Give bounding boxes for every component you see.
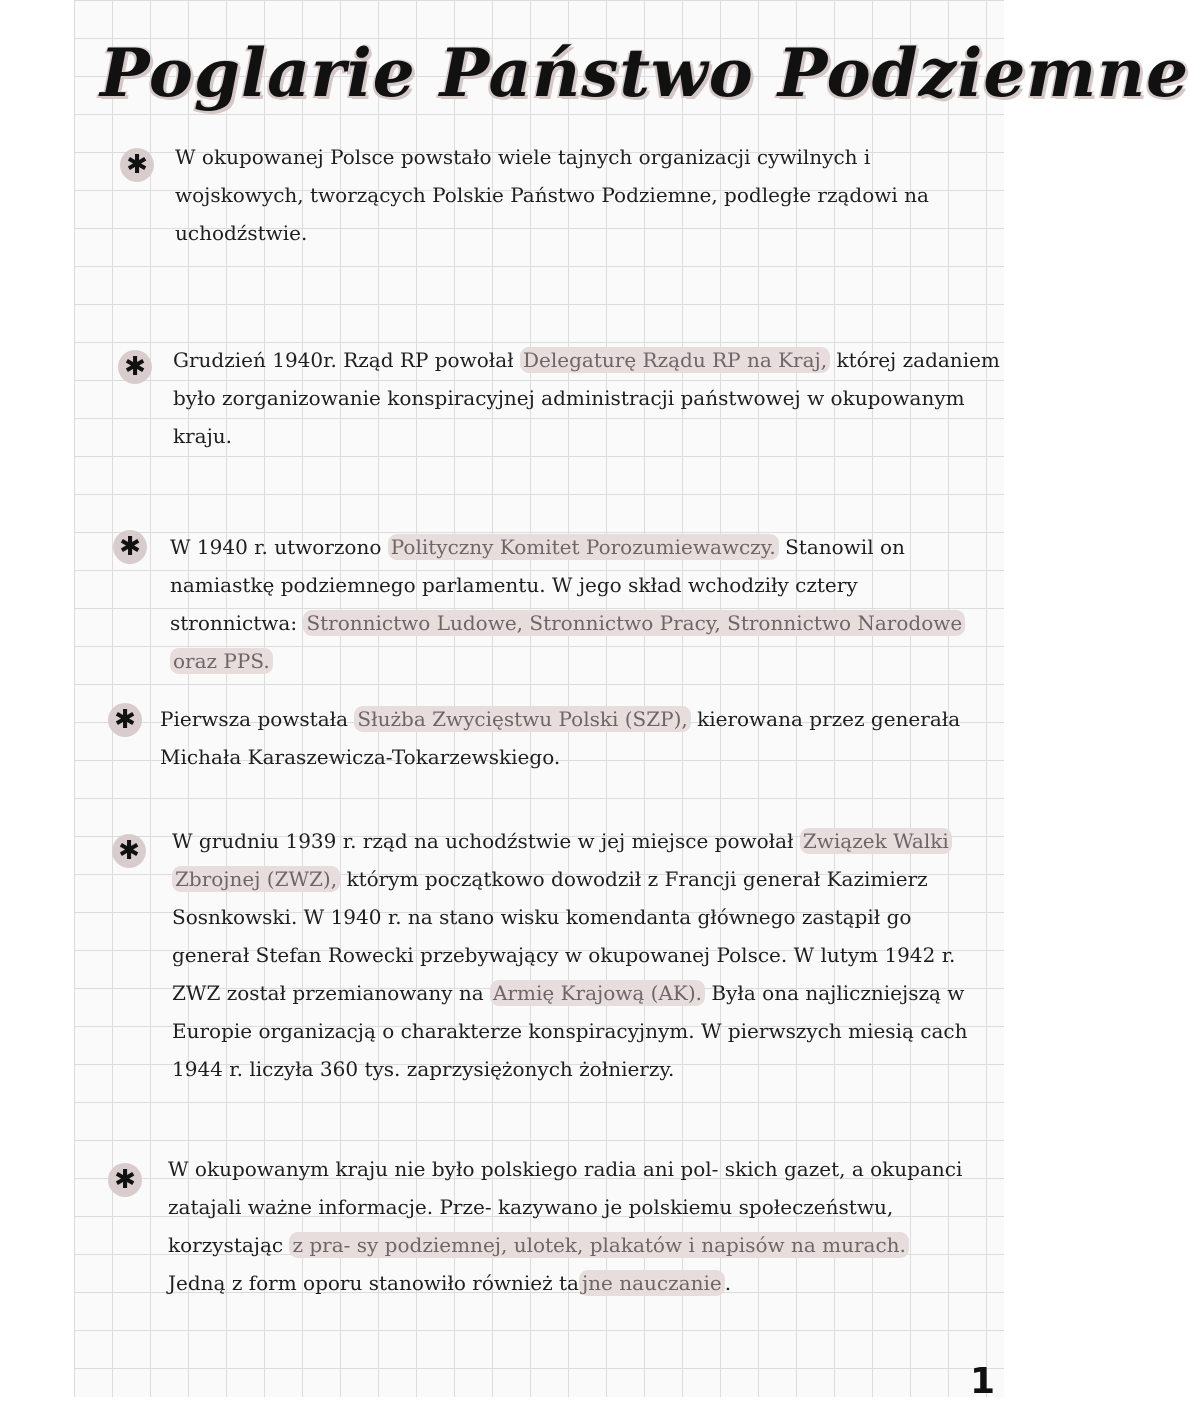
highlight: Polityczny Komitet Porozumiewawczy. [388,534,779,560]
note-text: Grudzień 1940r. Rząd RP powołał Delegaturę Rządu RP na Kraj, której zadaniem było zorganizowanie konspiracyjnej administracji państwowej w okupowanym kraju. [173,348,1000,448]
asterisk-icon: ✱ [113,530,147,564]
highlight: Związek Walki [800,828,952,854]
highlight: oraz PPS. [170,648,273,674]
note-text: Pierwsza powstała Służba Zwycięstwu Polski (SZP), kierowana przez generała Michała Karaszewicza-Tokarzewskiego. [160,707,961,769]
highlight: Służba Zwycięstwu Polski (SZP), [354,706,690,732]
asterisk-icon: ✱ [120,148,154,182]
highlight: Armię Krajową (AK). [490,980,705,1006]
highlight: jne nauczanie [579,1270,725,1296]
highlight: Stronnictwo Ludowe, Stronnictwo Pracy, Stronnictwo Narodowe [303,610,965,636]
highlight: Delegaturę Rządu RP na Kraj, [520,347,830,373]
asterisk-icon: ✱ [112,834,146,868]
asterisk-icon: ✱ [108,1163,142,1197]
note-text: W grudniu 1939 r. rząd na uchodźstwie w jej miejsce powołał Związek Walki Zbrojnej (ZWZ), którym początkowo dowodził z Francji generał Kazimierz Sosnkowski. W 1940 r. na stano wisku komendanta głównego zastąpił go generał Stefan Rowecki przebywający w okupowanej Polsce. W lutym 1942 r. ZWZ został przemianowany na Armię Krajową (AK). Była ona najliczniejszą w Europie organizacją o charakterze konspiracyjnym. W pierwszych miesią cach 1944 r. liczyła 360 tys. zaprzysiężonych żołnierzy. [172,829,968,1081]
page-title: Poglarie Państwo Podziemne [100,34,1189,112]
highlight: z pra- sy podziemnej, ulotek, plakatów i napisów na murach. [289,1232,908,1258]
note-text: W okupowanym kraju nie było polskiego radia ani pol- skich gazet, a okupanci zatajali ważne informacje. Prze- kazywano je polskiemu społeczeństwu, korzystając z pra- sy podziemnej, ulotek, plakatów i napisów na murach. Jedną z form oporu stanowiło również ta jne nauczanie . [168,1157,963,1295]
asterisk-icon: ✱ [118,350,152,384]
note-text: W 1940 r. utworzono Polityczny Komitet Porozumiewawczy. Stanowil on namiastkę podziemnego parlamentu. W jego skład wchodziły cztery stronnictwa: Stronnictwo Ludowe, Stronnictwo Pracy, Stronnictwo Narodowe oraz PPS. [170,528,965,680]
note-text: W okupowanej Polsce powstało wiele tajnych organizacji cywilnych i wojskowych, tworzących Polskie Państwo Podziemne, podległe rządowi na uchodźstwie. [175,145,929,245]
page-number: 1 [970,1361,996,1402]
highlight: Zbrojnej (ZWZ), [172,866,340,892]
asterisk-icon: ✱ [108,703,142,737]
